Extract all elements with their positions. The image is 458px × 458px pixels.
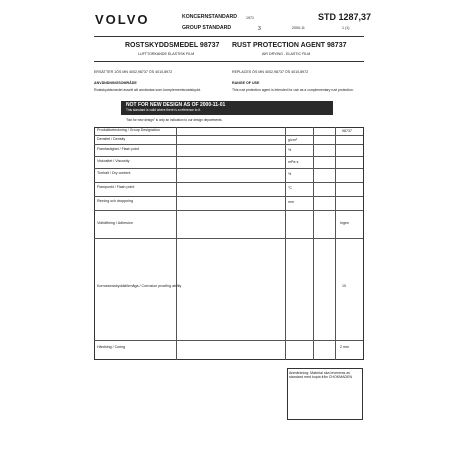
row-label: Korrosionsskyddsförmåga / Corrosion proofing ability [97,284,182,288]
en-subtitle: AIR DRYING - ELASTIC FILM [262,52,311,56]
table-col-divider-1 [176,127,177,360]
page-number: 1 (1) [342,26,350,30]
table-rule [94,168,363,169]
cell-value: mm [288,200,294,204]
std-number: STD 1287,37 [318,12,372,22]
sv-use-text: Rostskyddsmedel avsett att användas som komplementsrostskydd. [94,88,202,92]
table-rule [94,144,363,145]
table-rule [94,135,363,136]
stamp-line-2: This standard is valid where there is a reference to it. [126,108,201,112]
row-label: Rinning och droppning [97,199,133,203]
stamp-line-1: NOT FOR NEW DESIGN AS OF 2000-11-01 [126,102,226,108]
table-rule [94,340,363,341]
cell-value: % [288,172,292,176]
en-title: RUST PROTECTION AGENT 98737 [232,42,347,49]
title-rule [94,61,364,62]
year-value: 1971 [246,16,254,20]
koncernstandard-label: KONCERNSTANDARD [182,14,237,20]
table-rule [94,210,363,211]
sv-subtitle: LUFTTORKANDE ELASTISK FILM [138,52,195,56]
row-label: Viskositet / Viscosity [97,159,130,163]
table-rule [94,196,363,197]
row-label: Härdning / Curing [97,345,126,349]
table-col-divider-4 [335,127,336,360]
table-rule [94,238,363,239]
group-standard-label: GROUP STANDARD [182,25,232,31]
cell-value: mPa·s [288,160,299,164]
en-use-label: RANGE OF USE [232,81,260,85]
cell-value: °C [288,186,293,190]
cell-value: 2 mm [340,345,349,349]
row-label: Torrhalt / Dry content [97,171,131,175]
sv-use-label: ANVÄNDNINGSOMRÅDE [94,81,137,85]
row-label: Vidhäftning / Adhesion [97,221,133,225]
issue-value: 3 [258,26,261,32]
table-rule [94,156,363,157]
row-label: Flamfastighet / Flash point [97,147,140,151]
date-value: 2000-11 [292,26,305,30]
header-rule [94,36,364,37]
row-label: Flampunkt / Flash point [97,185,135,189]
row-label: Produktbeteckning / Group Designation [97,128,160,132]
en-replaces: REPLACES ÖS MN 4002,98737 ÖS 4010,8972 [232,70,309,74]
table-col-divider-3 [313,127,314,360]
volvo-logo: VOLVO [95,12,150,27]
sv-replaces: ERSÄTTER 1ÖS MN 4002,98737 ÖS 4010,8972 [94,70,173,74]
cell-value: g/cm³ [288,138,297,142]
stamp-line-3: "Not for new design" is only an indication to our design departments. [126,118,223,122]
row-label: Densitet / Density [97,137,126,141]
table-rule [94,182,363,183]
cell-value: 10 [342,284,346,288]
footer-note: Anmärkning: Material ska levereras av standard med kopia från CHOKMADEN [289,371,353,380]
sv-title: ROSTSKYDDSMEDEL 98737 [125,42,220,49]
cell-value: 98737 [342,129,352,133]
cell-value: % [288,148,292,152]
cell-value: Ingen [340,221,349,225]
properties-table [94,127,364,360]
en-use-text: This rust protection agent is intended for use as a complementary rust protection. [232,88,354,92]
table-col-divider-2 [285,127,286,360]
